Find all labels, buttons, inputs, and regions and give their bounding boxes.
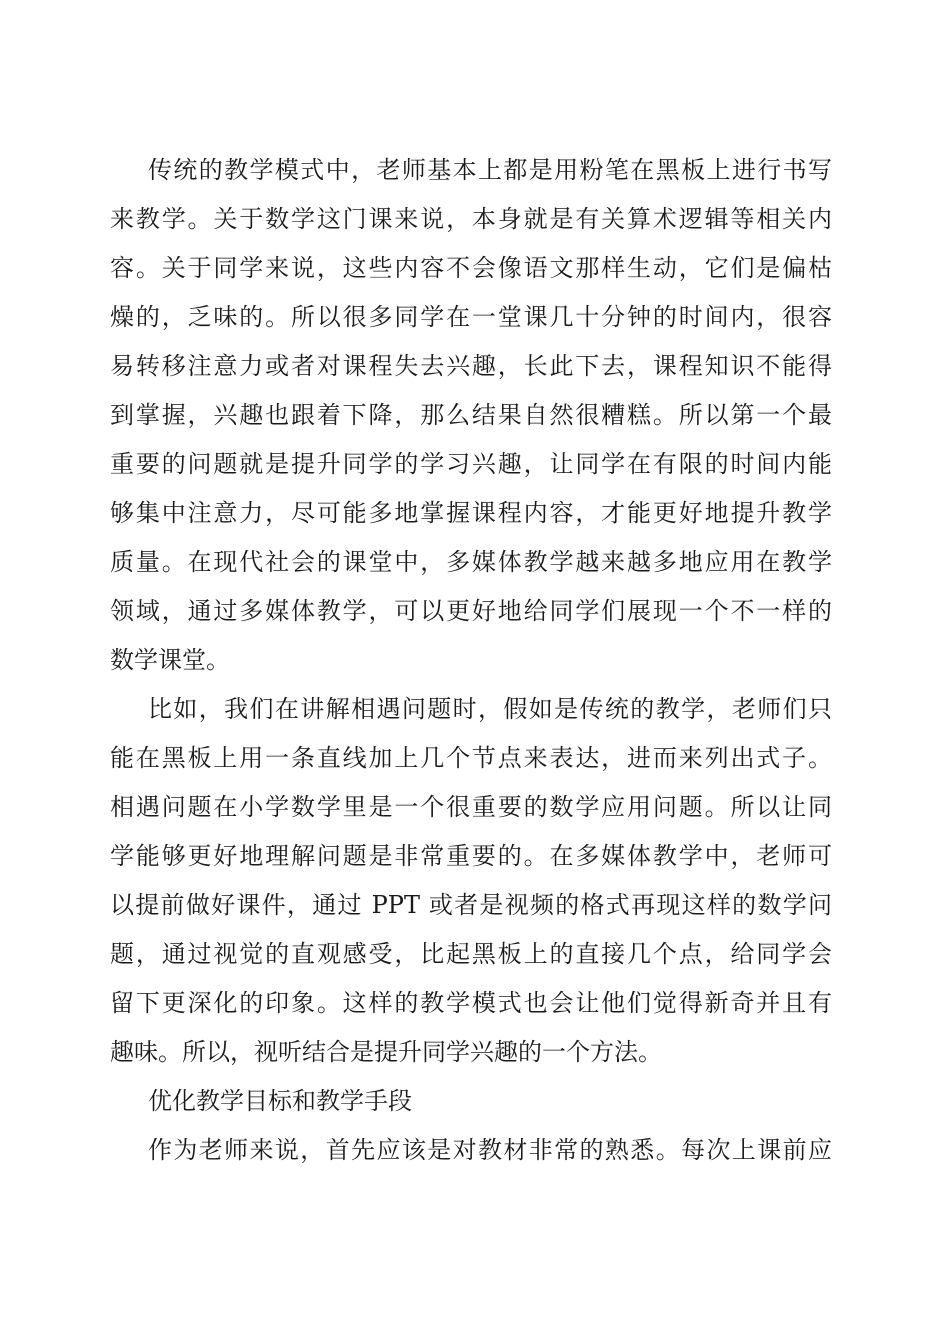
section-heading: 优化教学目标和教学手段 bbox=[148, 1087, 412, 1115]
text-line: 以提前做好课件，通过 PPT 或者是视频的格式再现这样的数学问 bbox=[110, 891, 832, 919]
text-line: 到掌握，兴趣也跟着下降，那么结果自然很糟糕。所以第一个最 bbox=[110, 401, 832, 429]
text-line: 比如，我们在讲解相遇问题时，假如是传统的教学，老师们只 bbox=[148, 695, 832, 723]
text-line: 易转移注意力或者对课程失去兴趣，长此下去，课程知识不能得 bbox=[110, 352, 832, 380]
text-line: 来教学。关于数学这门课来说，本身就是有关算术逻辑等相关内 bbox=[110, 205, 832, 233]
text-line: 留下更深化的印象。这样的教学模式也会让他们觉得新奇并且有 bbox=[110, 989, 832, 1017]
text-line: 题，通过视觉的直观感受，比起黑板上的直接几个点，给同学会 bbox=[110, 940, 832, 968]
text-line: 趣味。所以，视听结合是提升同学兴趣的一个方法。 bbox=[110, 1038, 662, 1066]
text-line: 燥的，乏味的。所以很多同学在一堂课几十分钟的时间内，很容 bbox=[110, 303, 832, 331]
paragraph-3 bbox=[110, 1126, 832, 1175]
paragraph-1 bbox=[110, 146, 832, 685]
text-line: 容。关于同学来说，这些内容不会像语文那样生动，它们是偏枯 bbox=[110, 254, 832, 282]
text-line: 作为老师来说，首先应该是对教材非常的熟悉。每次上课前应 bbox=[148, 1136, 832, 1164]
text-line: 数学课堂。 bbox=[110, 646, 230, 674]
paragraph-2 bbox=[110, 685, 832, 1077]
text-line: 够集中注意力，尽可能多地掌握课程内容，才能更好地提升教学 bbox=[110, 499, 832, 527]
text-line: 能在黑板上用一条直线加上几个节点来表达，进而来列出式子。 bbox=[110, 744, 832, 772]
document-body bbox=[110, 146, 832, 1175]
text-line: 相遇问题在小学数学里是一个很重要的数学应用问题。所以让同 bbox=[110, 793, 832, 821]
text-line: 传统的教学模式中，老师基本上都是用粉笔在黑板上进行书写 bbox=[148, 156, 832, 184]
text-line: 领域，通过多媒体教学，可以更好地给同学们展现一个不一样的 bbox=[110, 597, 832, 625]
text-line: 学能够更好地理解问题是非常重要的。在多媒体教学中，老师可 bbox=[110, 842, 832, 870]
text-line: 质量。在现代社会的课堂中，多媒体教学越来越多地应用在教学 bbox=[110, 548, 832, 576]
text-line: 重要的问题就是提升同学的学习兴趣，让同学在有限的时间内能 bbox=[110, 450, 832, 478]
